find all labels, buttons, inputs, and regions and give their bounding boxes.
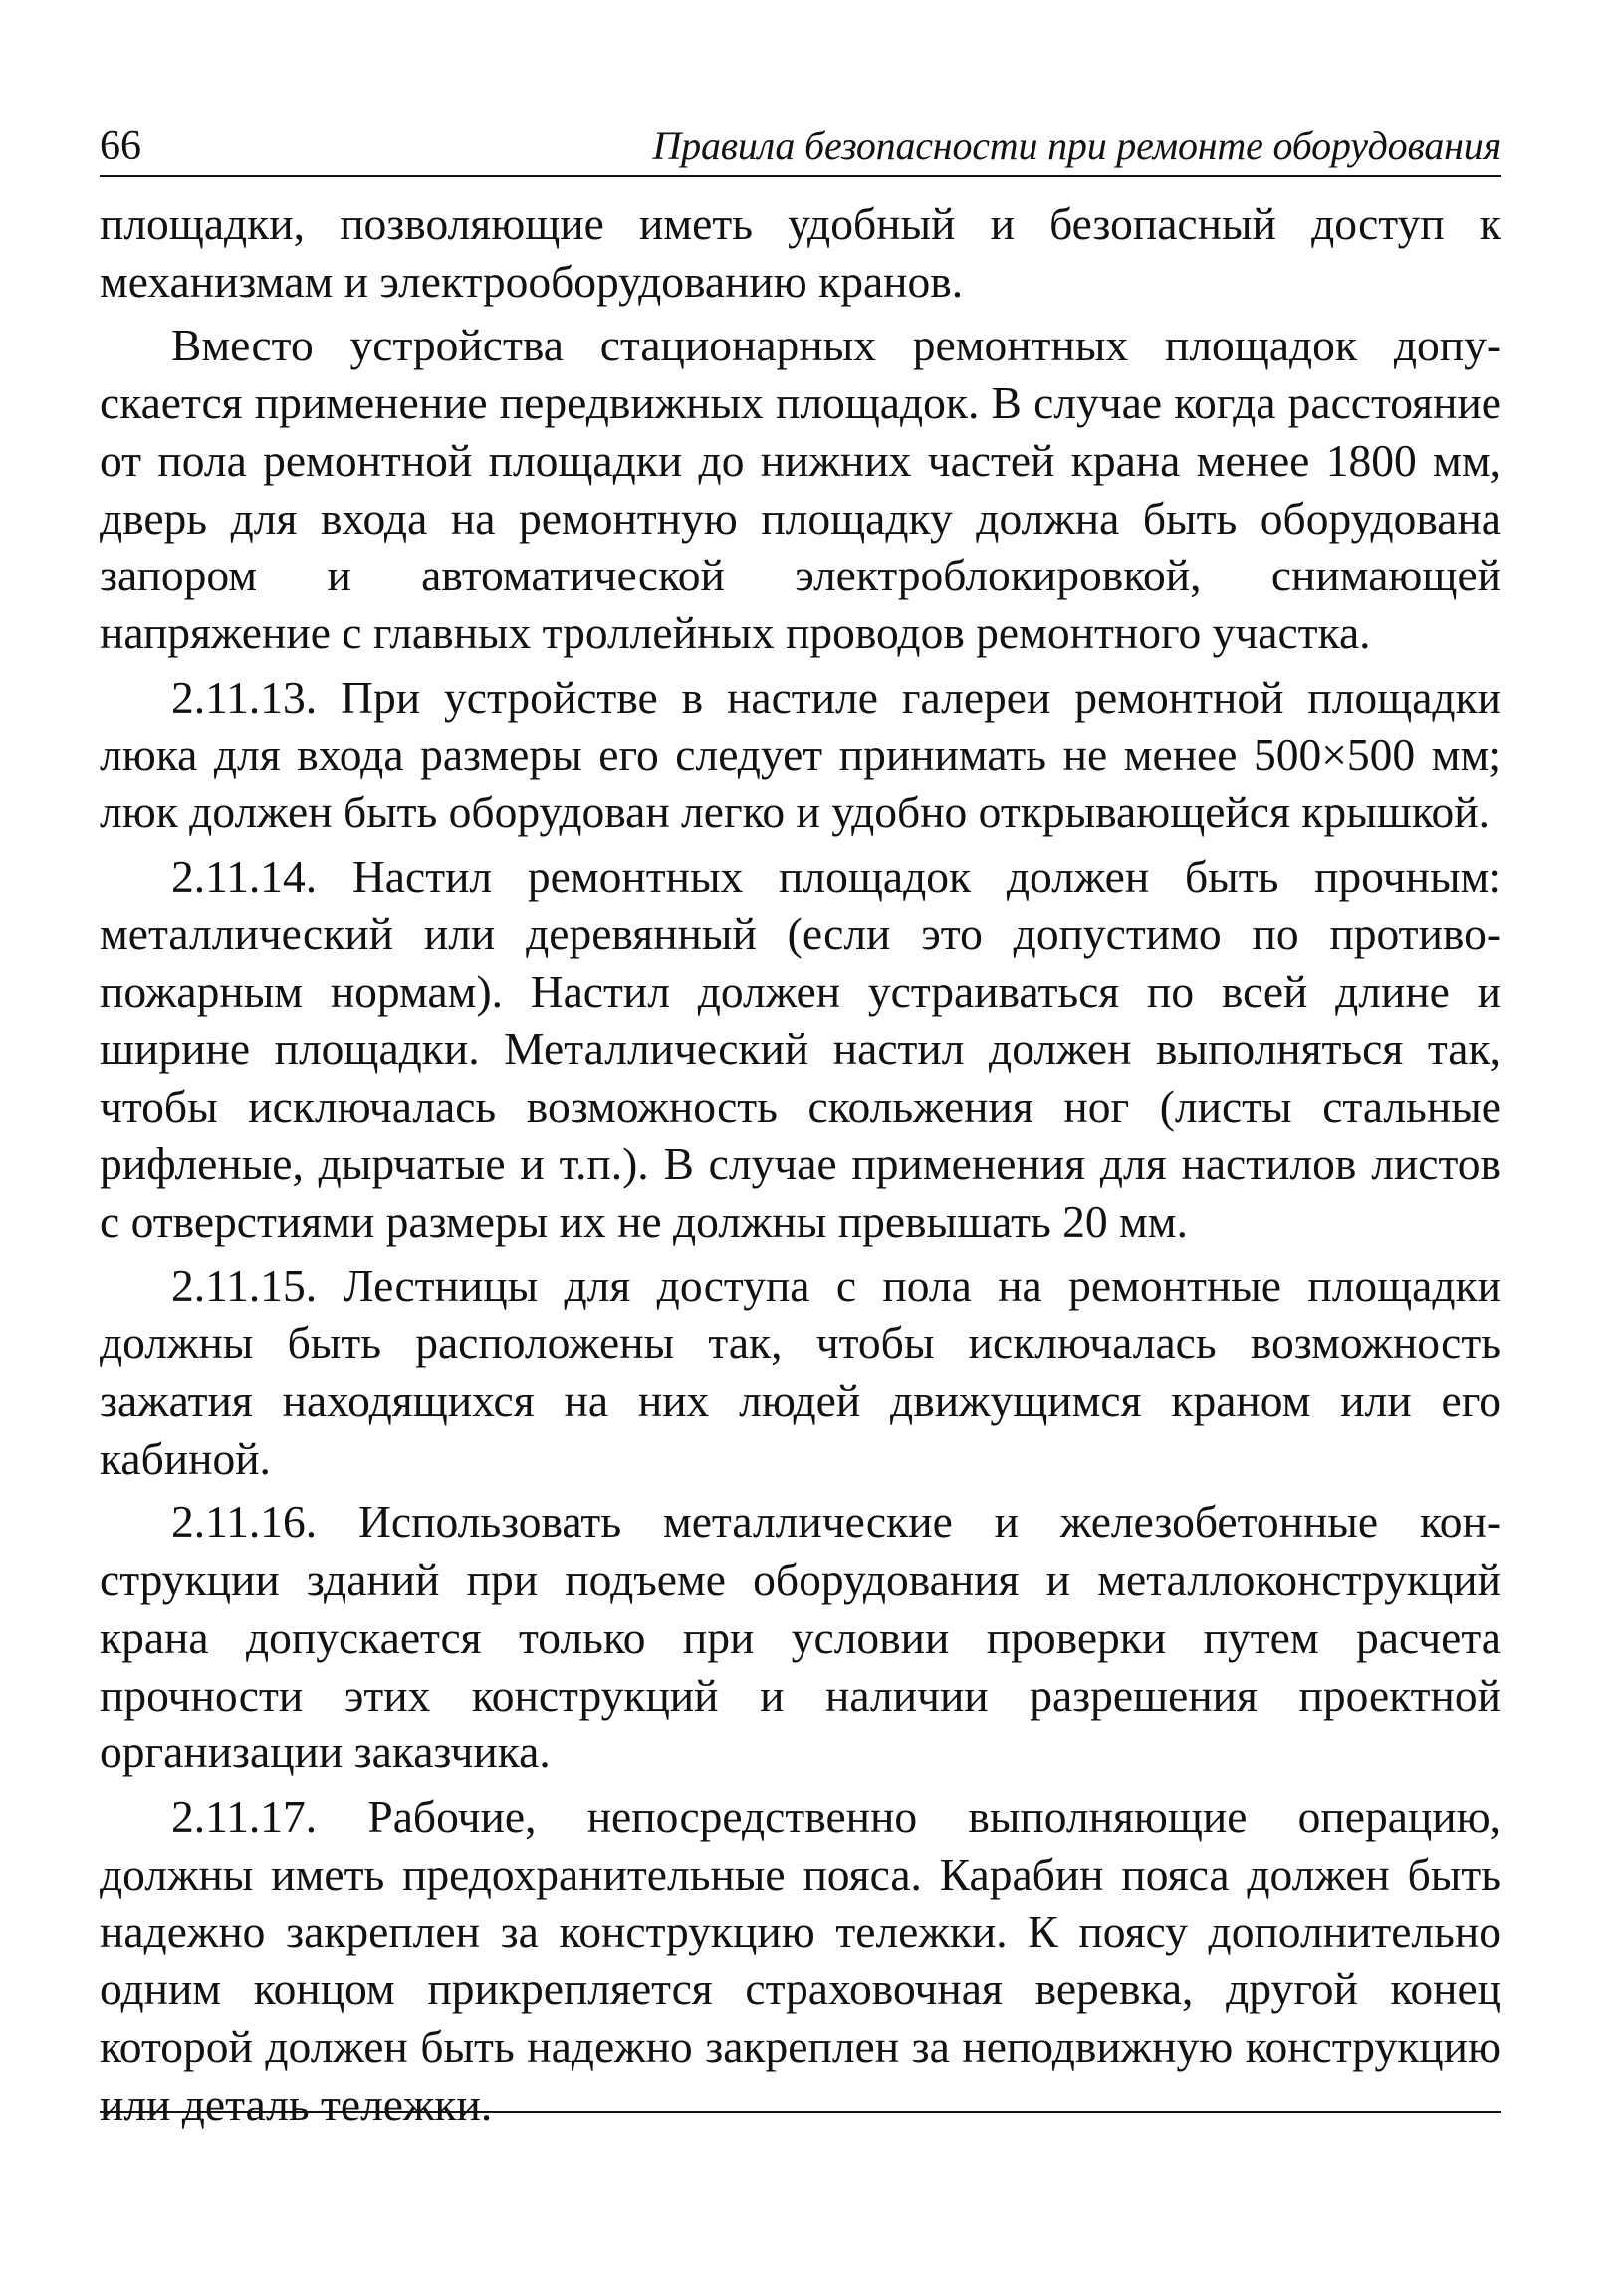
page-number: 66 bbox=[100, 123, 141, 169]
paragraph-2-11-13: 2.11.13. При устройстве в настиле галереи ремонтной площадки люка для входа размеры его следует принимать не менее 500×500 мм; люк должен быть оборудован легко и удобно открывающейся крышкой. bbox=[100, 671, 1501, 838]
running-title: Правила безопасности при ремонте оборудования bbox=[652, 123, 1501, 168]
footer-rule bbox=[100, 2111, 1501, 2113]
body-text bbox=[100, 195, 1501, 2140]
paragraph-2-11-17: 2.11.17. Рабочие, непосредственно выполняющие операцию, должны иметь предохранительные пояса. Карабин пояса должен быть надежно закреплен за конструкцию тележки. К поясу дополнительно одним концом прикрепляется страховочная веревка, другой конец которой должен быть надежно закреплен за неподвижную конструкцию или деталь тележки. bbox=[100, 1790, 1501, 2130]
paragraph-2-11-14: 2.11.14. Настил ремонтных площадок должен быть прочным: металлический или деревянный (если это допустимо по противопожарным нормам). Настил должен устраиваться по всей длине и ширине площадки. Металлический настил должен выполняться так, чтобы исключалась возможность скольжения ног (листы стальные рифленые, дырчатые и т.п.). В случае применения для настилов листов с отверстиями размеры их не должны превышать 20 мм. bbox=[100, 850, 1501, 1247]
running-header bbox=[100, 119, 1501, 177]
paragraph-2-11-15: 2.11.15. Лестницы для доступа с пола на ремонтные площадки должны быть расположены так, чтобы исключалась возможность зажатия находящихся на них людей движущимся краном или его кабиной. bbox=[100, 1260, 1501, 1484]
paragraph-continuation: площадки, позволяющие иметь удобный и безопасный доступ к механизмам и электрооборудованию кранов. bbox=[100, 198, 1501, 307]
paragraph-2-11-16: 2.11.16. Использовать металлические и железобетонные конструкции зданий при подъеме оборудования и металлоконструкций крана допускается только при условии проверки путем расчета прочности этих конструкций и наличии разрешения проектной организации заказчика. bbox=[100, 1496, 1501, 1778]
paragraph-mobile-platforms: Вместо устройства стационарных ремонтных площадок допускается применение передвижных площадок. В случае когда расстояние от пола ремонтной площадки до нижних частей крана менее 1800 мм, дверь для входа на ремонтную площадку должна быть оборудована запором и автоматической электроблокировкой, снимающей напряжение с главных троллейных проводов ремонтного участка. bbox=[100, 320, 1501, 658]
